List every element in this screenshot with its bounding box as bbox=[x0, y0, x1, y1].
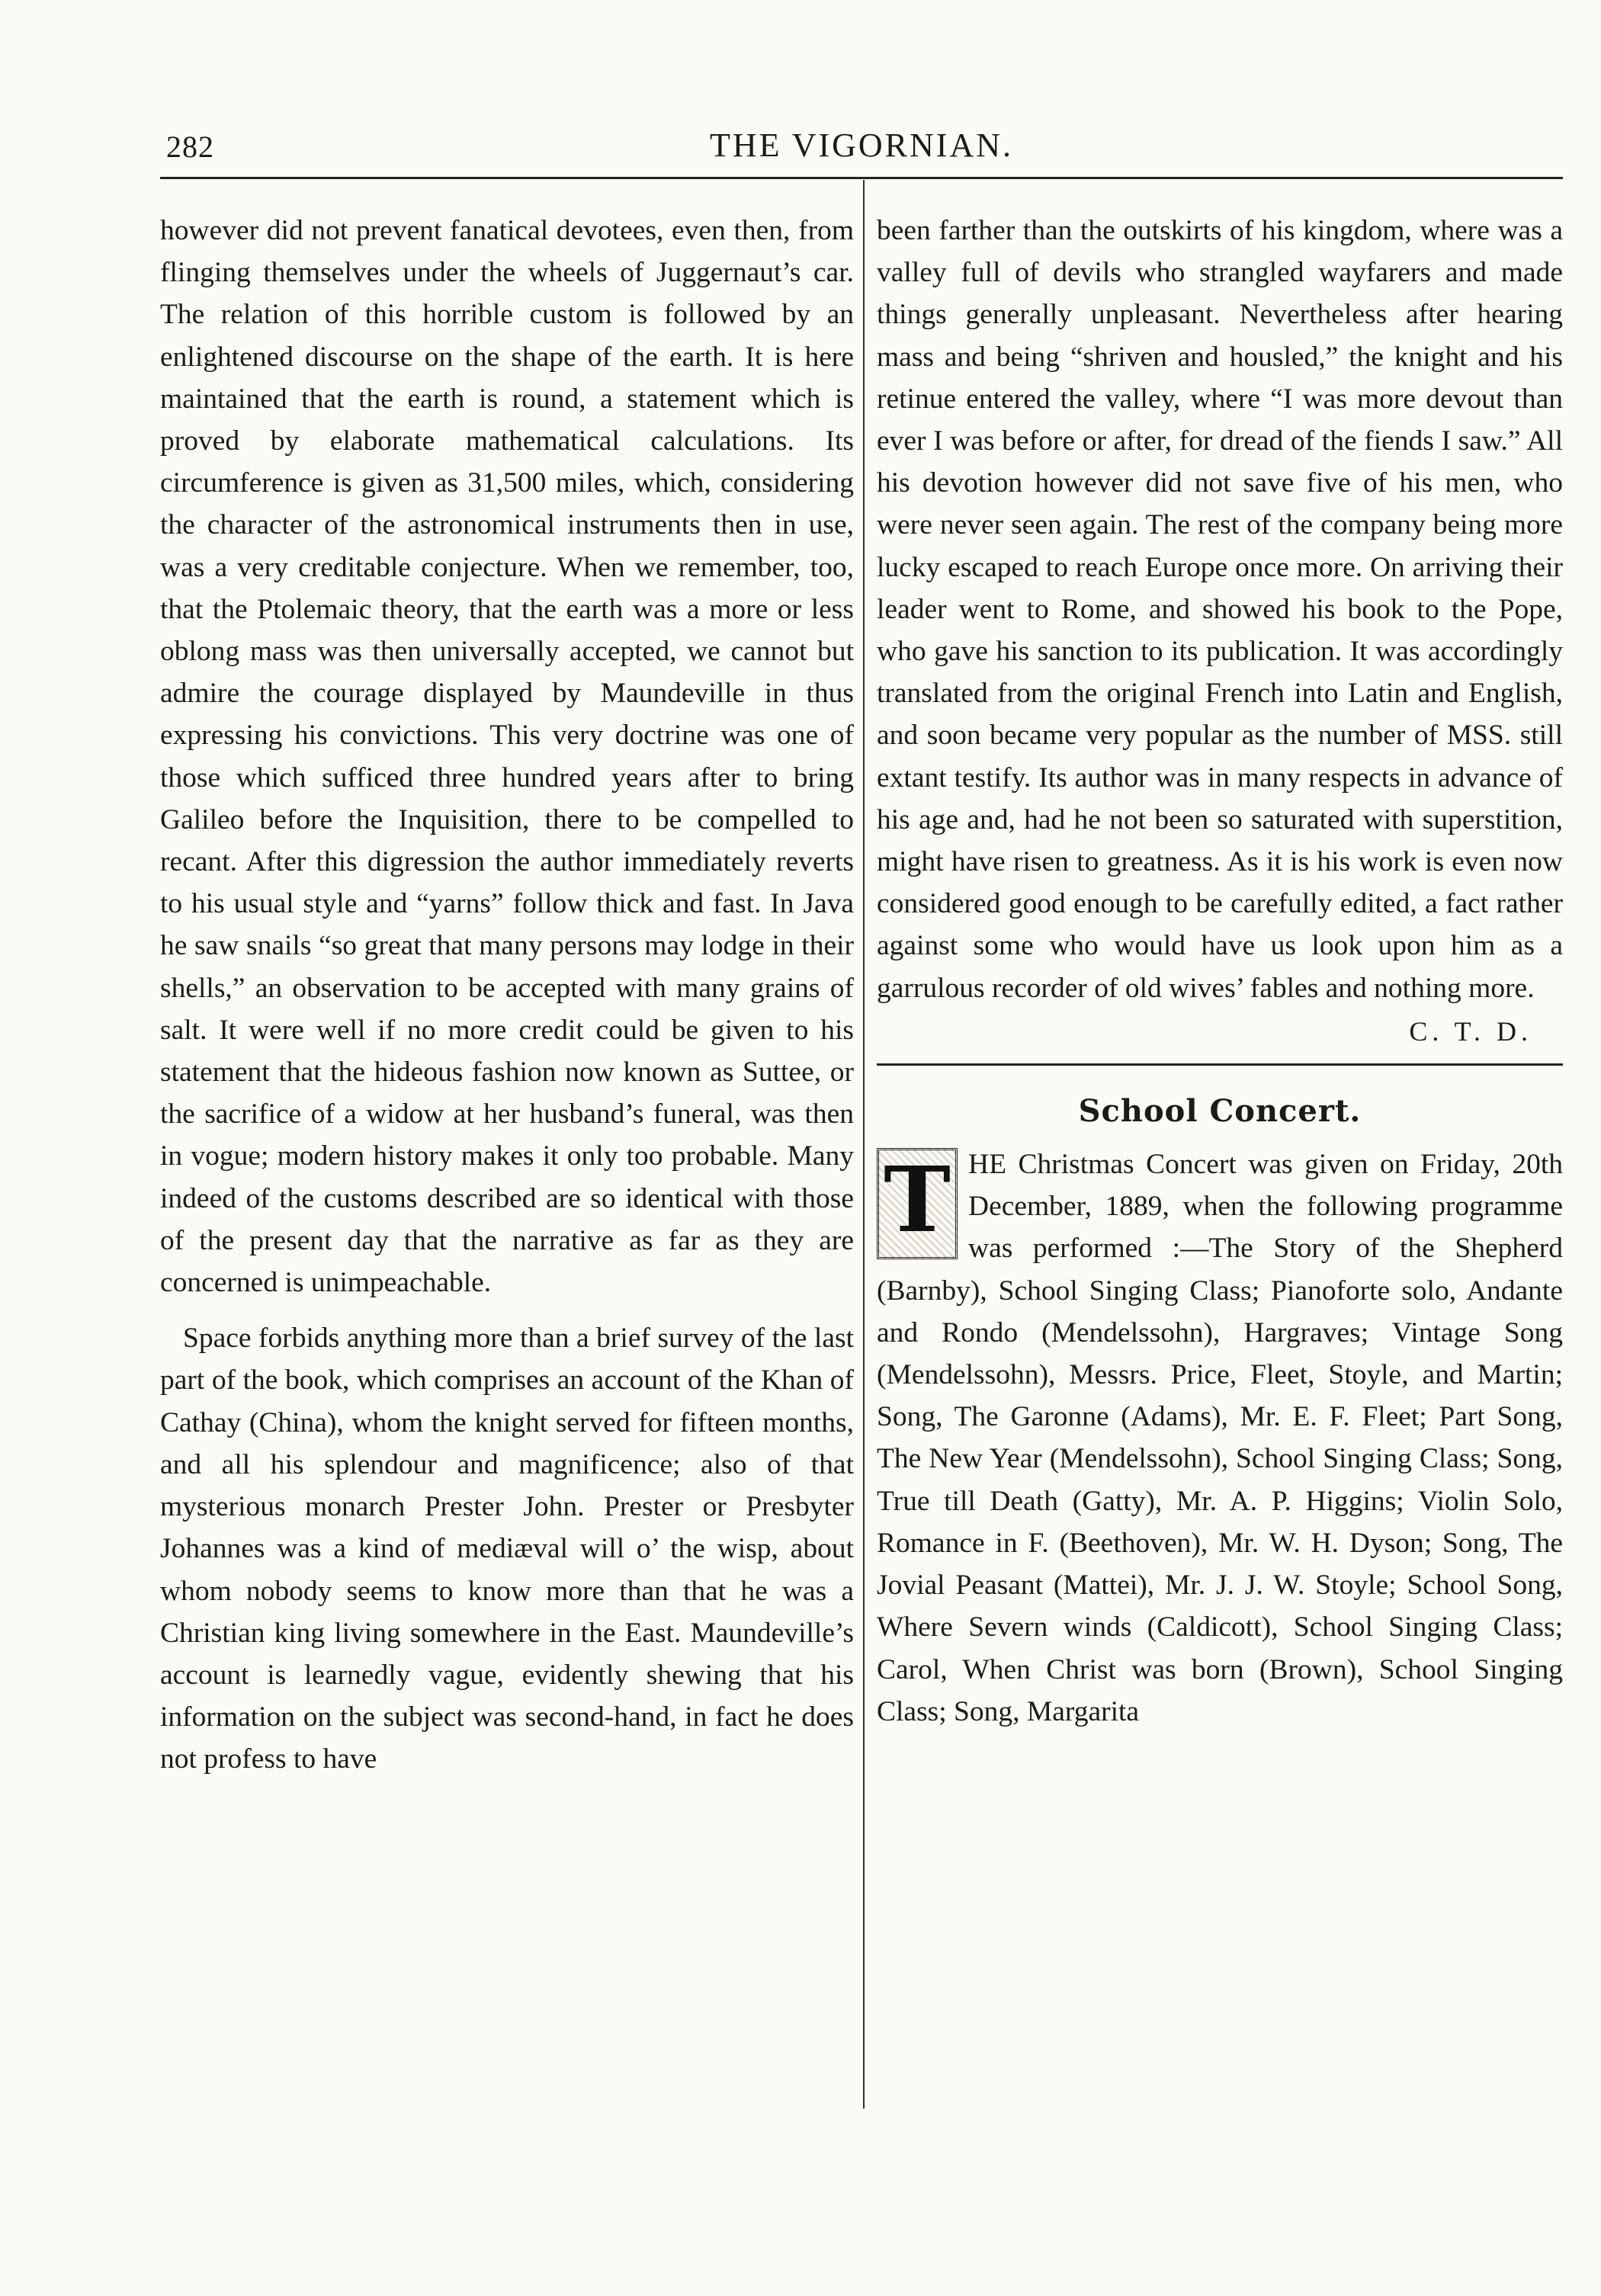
section-rule bbox=[877, 1063, 1563, 1066]
concert-section bbox=[877, 1143, 1563, 1733]
page-header bbox=[160, 118, 1563, 172]
left-paragraph-1: however did not prevent fanatical devotees, even then, from flinging themselves under the wheels of Juggernaut’s car. The relation of this horrible custom is followed by an enlightened discourse on the shape of the earth. It is here maintained that the earth is round, a statement which is proved by elaborate mathematical calculations. Its circumference is given as 31,500 miles, which, considering the character of the astronomical instruments then in use, was a very creditable conjecture. When we remember, too, that the Ptolemaic theory, that the earth was a more or less oblong mass was then universally accepted, we cannot but admire the courage displayed by Maundeville in thus expressing his convictions. This very doctrine was one of those which sufficed three hundred years after to bring Galileo before the Inquisition, there to be compelled to recant. After this digression the author immediately reverts to his usual style and “yarns” follow thick and fast. In Java he saw snails “so great that many persons may lodge in their shells,” an observation to be accepted with many grains of salt. It were well if no more credit could be given to his statement that the hideous fashion now known as Suttee, or the sacrifice of a widow at her husband’s funeral, was then in vogue; modern history makes it only too probable. Many indeed of the customs described are so identical with those of the present day that the narrative as far as they are concerned is unimpeachable. bbox=[160, 215, 854, 1299]
header-rule bbox=[160, 177, 1563, 179]
column-divider bbox=[863, 180, 865, 2108]
left-paragraph-2: Space forbids anything more than a brief survey of the last part of the book, which comprises an account of the Khan of Cathay (China), whom the knight served for fifteen months, and all his splendour and magnificence; also of that mysterious monarch Prester John. Prester or Presbyter Johannes was a kind of mediæval will o’ the wisp, about whom nobody seems to know more than that he was a Christian king living somewhere in the East. Maundeville’s account is learnedly vague, evidently shewing that his information on the subject was second-hand, in fact he does not profess to have bbox=[160, 1323, 854, 1775]
right-paragraph-1: been farther than the outskirts of his kingdom, where was a valley full of devils who strangled wayfarers and made things generally unpleasant. Nevertheless after hearing mass and being “shriven and housled,” the knight and his retinue entered the valley, where “I was more devout than ever I was before or after, for dread of the fiends I saw.” All his devotion however did not save five of his men, who were never seen again. The rest of the company being more lucky escaped to reach Europe once more. On arriving their leader went to Rome, and showed his book to the Pope, who gave his sanction to its publication. It was accordingly translated from the original French into Latin and English, and soon became very popular as the number of MSS. still extant testify. Its author was in many respects in advance of his age and, had he not been so saturated with superstition, might have risen to greatness. As it is his work is even now considered good enough to be carefully edited, a fact rather against some who would have us look upon him as a garrulous recorder of old wives’ fables and nothing more. bbox=[877, 215, 1563, 1004]
left-column bbox=[160, 210, 854, 1781]
running-title: THE VIGORNIAN. bbox=[709, 127, 1014, 164]
section-heading: School Concert. bbox=[1078, 1093, 1362, 1130]
author-signature: C. T. D. bbox=[1409, 1015, 1532, 1047]
concert-paragraph: HE Christmas Concert was given on Friday, 20th December, 1889, when the following programme was performed :—The Story of the Shepherd (Barnby), School Singing Class; Pianoforte solo, Andante and Rondo (Mendelssohn), Hargraves; Vintage Song (Mendelssohn), Messrs. Price, Fleet, Stoyle, and Martin; Song, The Garonne (Adams), Mr. E. F. Fleet; Part Song, The New Year (Mendelssohn), School Singing Class; Song, True till Death (Gatty), Mr. A. P. Higgins; Violin Solo, Romance in F. (Beethoven), Mr. W. H. Dyson; Song, The Jovial Peasant (Mattei), Mr. J. J. W. Stoyle; School Song, Where Severn winds (Caldicott), School Singing Class; Carol, When Christ was born (Brown), School Singing Class; Song, Margarita bbox=[877, 1149, 1563, 1727]
dropcap-letter: T bbox=[884, 1146, 951, 1253]
ornamental-dropcap bbox=[877, 1148, 959, 1261]
right-column bbox=[877, 210, 1563, 1733]
page-number: 282 bbox=[166, 130, 214, 164]
